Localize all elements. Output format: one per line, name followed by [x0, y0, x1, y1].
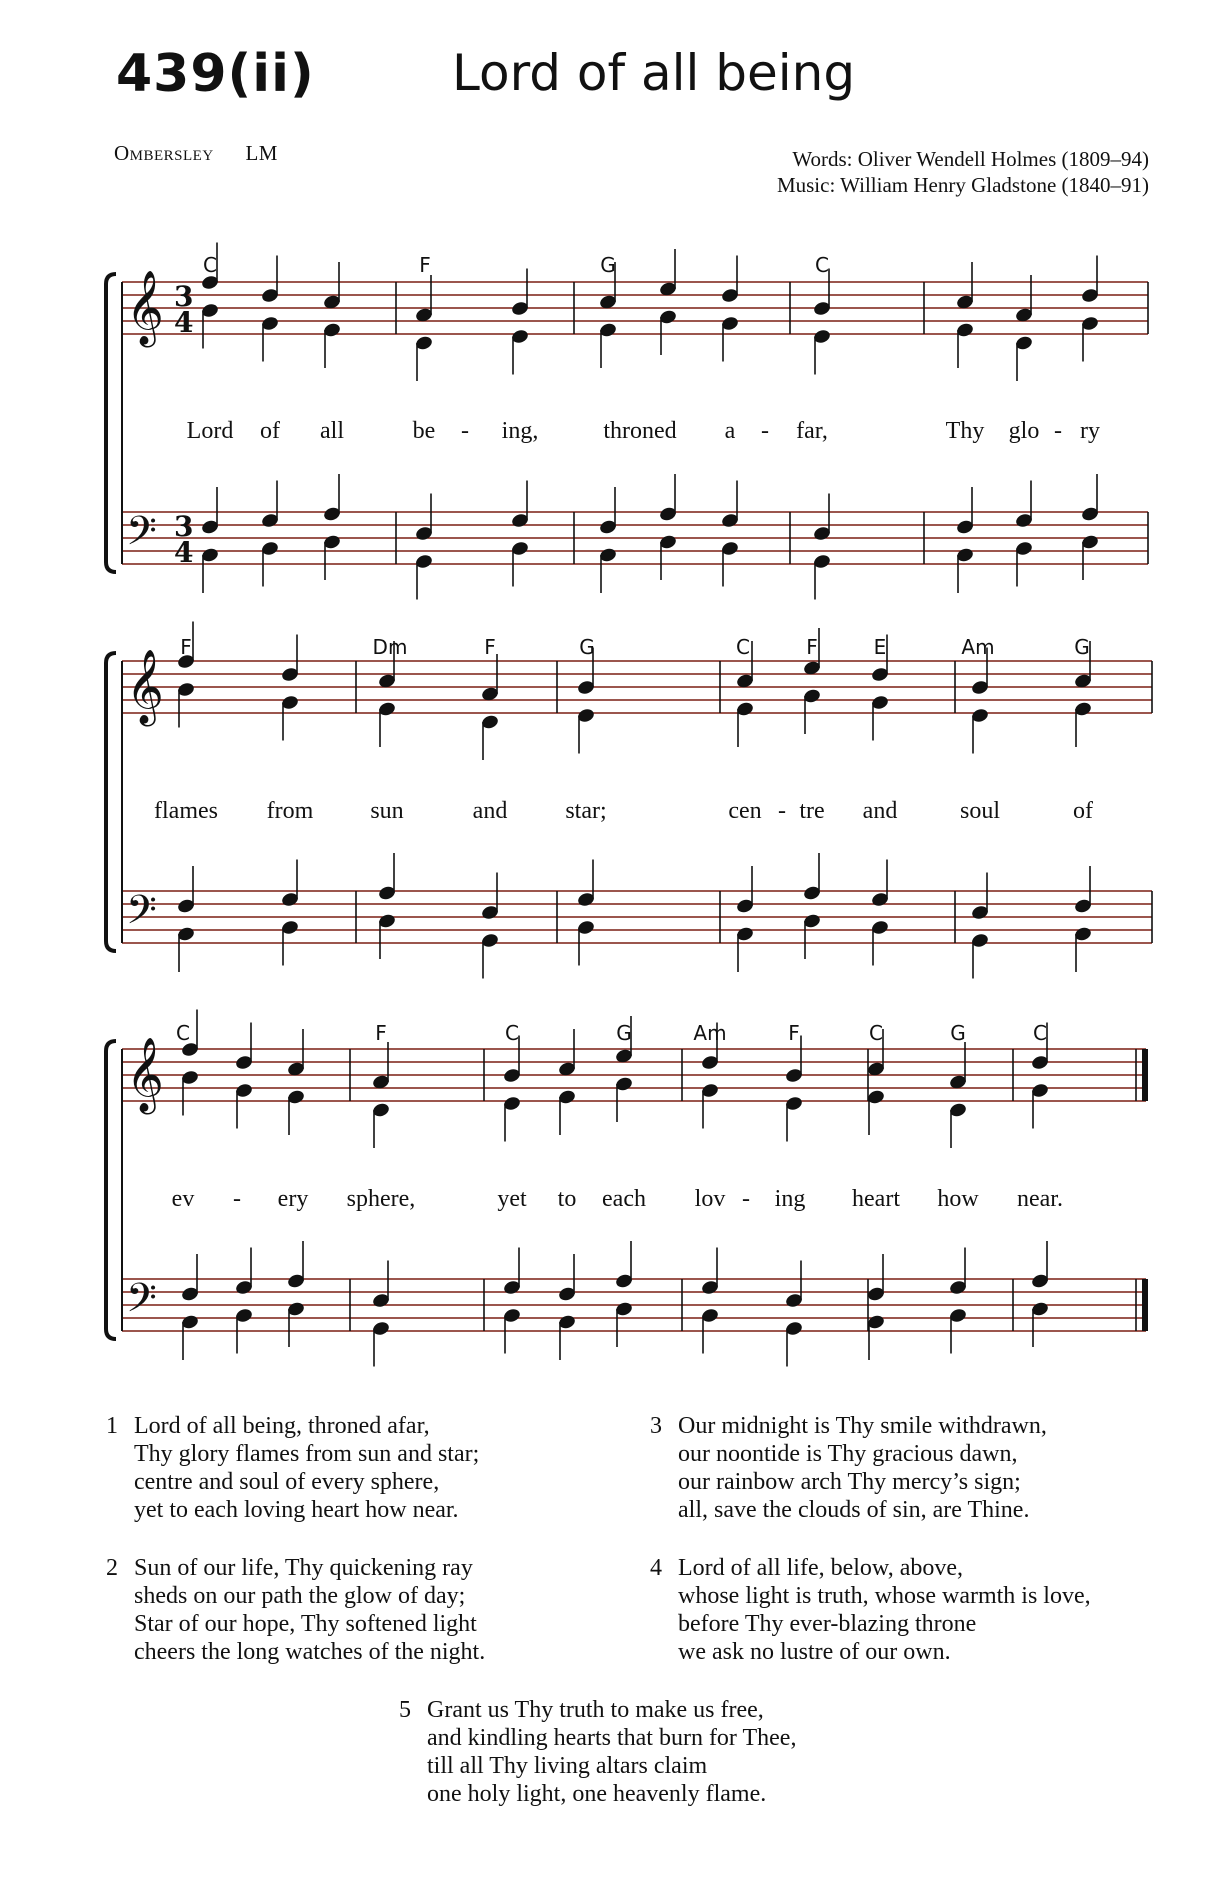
lyric-syllable: - [778, 798, 786, 824]
lyric-syllable: of [1073, 798, 1093, 824]
hymn-title: Lord of all being [452, 44, 856, 102]
lyric-syllable: and [472, 798, 508, 824]
verse [650, 1412, 1047, 1524]
verse-number: 3 [650, 1413, 662, 1439]
hymn-number: 439(ii) [116, 44, 315, 104]
lyric-syllable: far, [796, 418, 828, 444]
verse-line: before Thy ever-blazing throne [678, 1611, 977, 1637]
verse-number: 2 [106, 1555, 118, 1581]
verse-line: Sun of our life, Thy quickening ray [134, 1555, 473, 1581]
chord-symbol: G [1074, 635, 1090, 659]
lyric-syllable: all [320, 418, 344, 444]
music-credit: Music: William Henry Gladstone (1840–91) [776, 173, 1149, 197]
verse-number: 4 [650, 1555, 662, 1581]
chord-symbol: G [579, 635, 595, 659]
treble-clef-icon: 𝄞 [126, 271, 164, 345]
chord-symbol: G [616, 1021, 632, 1045]
lyric-syllable: - [461, 418, 469, 444]
lyric-syllable: throned [603, 418, 677, 444]
lyric-syllable: - [761, 418, 769, 444]
lyric-syllable: soul [959, 798, 1001, 824]
lyric-syllable: ery [277, 1186, 309, 1212]
system-bracket [106, 653, 116, 951]
verse-line: Grant us Thy truth to make us free, [427, 1697, 764, 1723]
lyric-syllable: - [1054, 418, 1062, 444]
lyric-syllable: each [602, 1186, 646, 1212]
lyric-syllable: a [724, 418, 736, 444]
chord-symbol: F [484, 635, 496, 659]
lyric-syllable: near. [1017, 1186, 1063, 1212]
time-signature-top: 3 [174, 510, 194, 543]
lyric-syllable: Lord [186, 418, 234, 444]
verse-line: yet to each loving heart how near. [134, 1497, 459, 1523]
chord-symbol: G [950, 1021, 966, 1045]
lyric-syllable: ing [774, 1186, 806, 1212]
verse-line: centre and soul of every sphere, [134, 1469, 440, 1495]
verse-line: Star of our hope, Thy softened light [134, 1611, 477, 1637]
verse-number: 5 [399, 1697, 411, 1723]
lyric-syllable: and [862, 798, 898, 824]
lyric-syllable: yet [497, 1186, 527, 1212]
verse-line: Thy glory flames from sun and star; [134, 1441, 480, 1467]
time-signature-bottom: 4 [174, 536, 194, 569]
verse [399, 1696, 797, 1808]
lyric-syllable: ry [1080, 418, 1100, 444]
treble-clef-icon: 𝄞 [126, 650, 164, 724]
lyric-syllable: - [233, 1186, 241, 1212]
chord-symbol: G [600, 253, 616, 277]
chord-symbol: F [788, 1021, 800, 1045]
lyric-syllable: ev [171, 1186, 195, 1212]
verse-line: our rainbow arch Thy mercy’s sign; [678, 1469, 1021, 1495]
chord-symbol: C [203, 253, 217, 277]
lyric-syllable: heart [852, 1186, 900, 1212]
verse [106, 1412, 480, 1524]
final-barline [1142, 1279, 1148, 1331]
score-system [106, 243, 1148, 600]
tune-name: Ombersley [114, 141, 214, 165]
chord-symbol: C [869, 1021, 883, 1045]
meter: LM [245, 141, 278, 165]
chord-symbol: F [375, 1021, 387, 1045]
lyric-syllable: star; [565, 798, 607, 824]
verse-line: and kindling hearts that burn for Thee, [427, 1725, 797, 1751]
lyric-syllable: to [557, 1186, 577, 1212]
bass-clef-icon: 𝄢 [126, 508, 157, 564]
system-bracket [106, 1041, 116, 1339]
verse-line: Lord of all being, throned afar, [134, 1413, 430, 1439]
lyric-syllable: ing, [501, 418, 539, 444]
score-system [106, 622, 1152, 979]
lyric-syllable: tre [799, 798, 825, 824]
time-signature-bottom: 4 [174, 306, 194, 339]
lyric-syllable: of [260, 418, 280, 444]
chord-symbol: C [1033, 1021, 1047, 1045]
verse [650, 1554, 1091, 1666]
chord-symbol: C [505, 1021, 519, 1045]
bass-clef-icon: 𝄢 [126, 887, 157, 943]
bass-clef-icon: 𝄢 [126, 1275, 157, 1331]
verse-line: all, save the clouds of sin, are Thine. [678, 1497, 1030, 1523]
verse-line: till all Thy living altars claim [427, 1753, 708, 1779]
lyric-syllable: sun [370, 798, 404, 824]
verse-line: Our midnight is Thy smile withdrawn, [678, 1413, 1047, 1439]
chord-symbol: F [806, 635, 818, 659]
lyric-syllable: lov [694, 1186, 726, 1212]
verse-line: Lord of all life, below, above, [678, 1555, 964, 1581]
verse-line: sheds on our path the glow of day; [134, 1583, 466, 1609]
verse-line: whose light is truth, whose warmth is love, [678, 1583, 1091, 1609]
lyric-syllable: - [742, 1186, 750, 1212]
chord-symbol: Dm [372, 635, 408, 659]
lyric-syllable: from [266, 798, 314, 824]
chord-symbol: Am [693, 1021, 727, 1045]
final-barline [1142, 1049, 1148, 1101]
chord-symbol: C [736, 635, 750, 659]
lyric-syllable: flames [154, 798, 218, 824]
lyric-syllable: glo [1008, 418, 1040, 444]
verse-number: 1 [106, 1413, 118, 1439]
verse-line: one holy light, one heavenly flame. [427, 1781, 767, 1807]
lyric-syllable: cen [728, 798, 762, 824]
verse [106, 1554, 486, 1666]
lyric-syllable: sphere, [346, 1186, 416, 1212]
system-bracket [106, 274, 116, 572]
lyric-syllable: Thy [945, 418, 985, 444]
verse-line: we ask no lustre of our own. [678, 1639, 951, 1665]
verse-line: cheers the long watches of the night. [134, 1639, 486, 1665]
lyric-syllable: how [937, 1186, 979, 1212]
treble-clef-icon: 𝄞 [126, 1038, 164, 1112]
lyric-syllable: be [412, 418, 436, 444]
verse-line: our noontide is Thy gracious dawn, [678, 1441, 1018, 1467]
chord-symbol: E [873, 635, 887, 659]
score-system [106, 1010, 1148, 1367]
words-credit: Words: Oliver Wendell Holmes (1809–94) [792, 147, 1149, 171]
time-signature-top: 3 [174, 280, 194, 313]
chord-symbol: C [176, 1021, 190, 1045]
chord-symbol: Am [961, 635, 995, 659]
chord-symbol: F [419, 253, 431, 277]
chord-symbol: F [180, 635, 192, 659]
chord-symbol: C [815, 253, 829, 277]
